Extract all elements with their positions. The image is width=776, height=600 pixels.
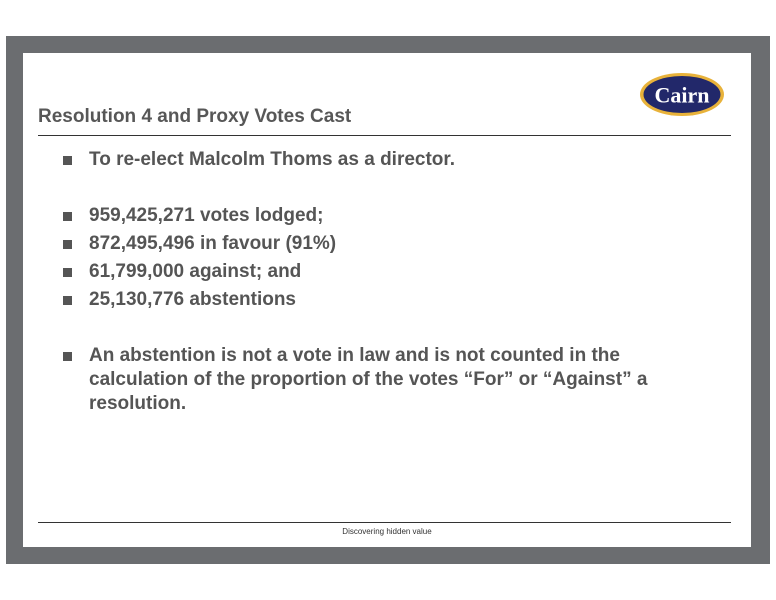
title-divider — [38, 135, 731, 136]
bullet-text: 872,495,496 in favour (91%) — [89, 233, 337, 254]
bullet-text: To re-elect Malcolm Thoms as a director. — [89, 149, 456, 170]
bullet-text: 959,425,271 votes lodged; — [89, 205, 324, 226]
bullet-text: An abstention is not a vote in law and is not counted in the calculation of the proportion of the votes “For” or “Against” a resolution. — [89, 345, 648, 414]
bullet-item — [63, 232, 703, 256]
slide — [23, 53, 751, 547]
bullet-item — [63, 204, 703, 228]
bullet-square-icon — [63, 296, 72, 305]
cairn-logo — [639, 72, 725, 117]
footer-tagline: Discovering hidden value — [342, 527, 432, 536]
bullet-item — [63, 148, 703, 172]
slide-title: Resolution 4 and Proxy Votes Cast — [38, 106, 352, 127]
slide-frame — [6, 36, 770, 564]
bullet-square-icon — [63, 156, 72, 165]
bullet-square-icon — [63, 212, 72, 221]
bullet-list — [63, 148, 703, 420]
bullet-square-icon — [63, 268, 72, 277]
bullet-item — [63, 260, 703, 284]
bullet-item — [63, 288, 703, 312]
footer-divider — [38, 522, 731, 523]
logo-text: Cairn — [654, 82, 710, 108]
bullet-square-icon — [63, 352, 72, 361]
bullet-item — [63, 344, 703, 416]
bullet-text: 61,799,000 against; and — [89, 261, 302, 282]
bullet-square-icon — [63, 240, 72, 249]
bullet-text: 25,130,776 abstentions — [89, 289, 296, 310]
